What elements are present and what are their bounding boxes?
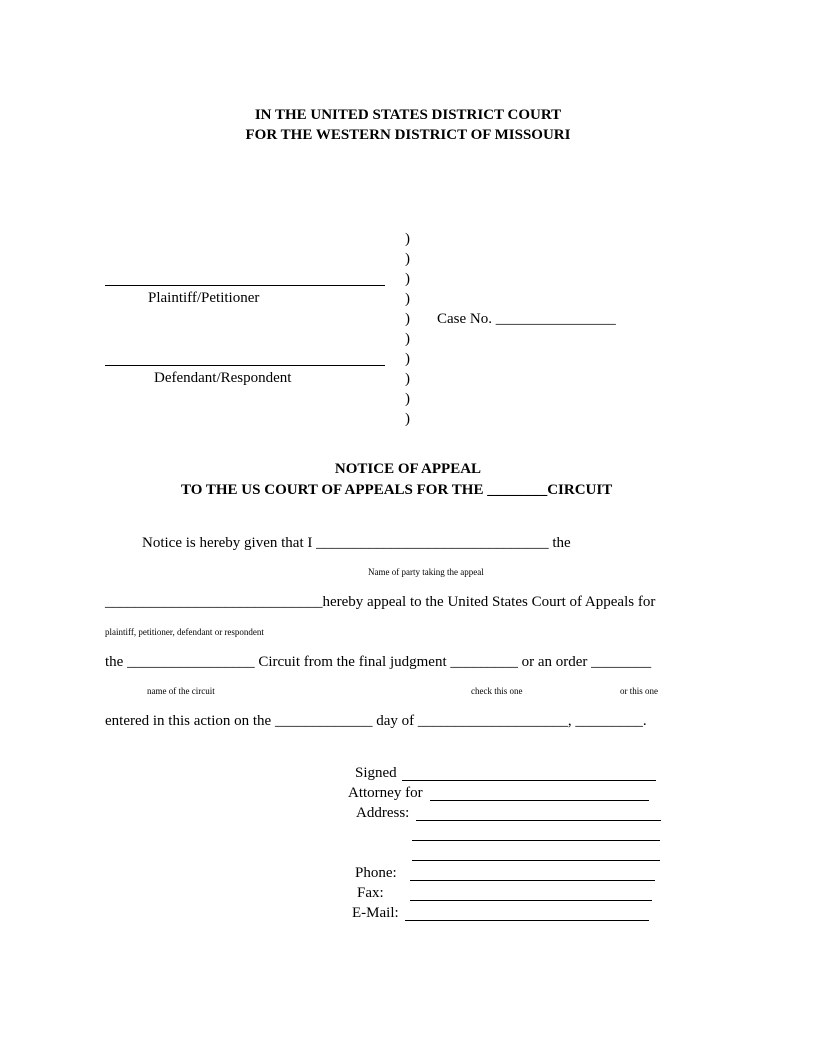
phone-label: Phone:	[355, 865, 397, 881]
defendant-name-line[interactable]	[105, 365, 385, 366]
caption-paren: )	[405, 391, 410, 407]
attorney-for-line[interactable]	[430, 800, 649, 801]
caption-paren: )	[405, 271, 410, 287]
address-label: Address:	[356, 805, 410, 821]
plaintiff-label: Plaintiff/Petitioner	[148, 290, 260, 306]
caption-paren: )	[405, 411, 410, 427]
address-line-2[interactable]	[412, 840, 660, 841]
fax-line[interactable]	[410, 900, 652, 901]
caption-paren: )	[405, 311, 410, 327]
notice-line-4[interactable]: entered in this action on the _____________ day of ____________________, _________.	[105, 713, 647, 729]
address-line-1[interactable]	[416, 820, 661, 821]
caption-circuit-name: name of the circuit	[147, 686, 215, 696]
court-district: FOR THE WESTERN DISTRICT OF MISSOURI	[245, 127, 571, 143]
defendant-label: Defendant/Respondent	[154, 370, 292, 386]
notice-line-3[interactable]: the _________________ Circuit from the final judgment _________ or an order ________	[105, 654, 652, 670]
notice-line-1[interactable]: Notice is hereby given that I _______________________________ the	[142, 535, 571, 551]
caption-check-judgment: check this one	[471, 686, 523, 696]
caption-paren: )	[405, 251, 410, 267]
notice-line-2[interactable]: _____________________________hereby appeal to the United States Court of Appeals for	[105, 594, 656, 610]
email-label: E-Mail:	[352, 905, 399, 921]
circuit-blank[interactable]: ________	[487, 482, 548, 498]
caption-paren: )	[405, 231, 410, 247]
phone-line[interactable]	[410, 880, 655, 881]
caption-paren: )	[405, 351, 410, 367]
notice-subtitle	[181, 483, 612, 498]
case-number-field[interactable]: Case No. ________________	[437, 311, 616, 327]
caption-party-type: plaintiff, petitioner, defendant or respondent	[105, 627, 264, 637]
signed-label: Signed	[355, 765, 397, 781]
signature-line[interactable]	[402, 780, 656, 781]
plaintiff-name-line[interactable]	[105, 285, 385, 286]
attorney-label: Attorney for	[348, 785, 423, 801]
caption-check-order: or this one	[620, 686, 658, 696]
notice-title: NOTICE OF APPEAL	[334, 461, 482, 477]
caption-party-name: Name of party taking the appeal	[368, 567, 484, 577]
subtitle-suffix: CIRCUIT	[547, 482, 613, 498]
caption-paren: )	[405, 371, 410, 387]
subtitle-prefix: TO THE US COURT OF APPEALS FOR THE	[181, 482, 488, 498]
email-line[interactable]	[405, 920, 649, 921]
caption-paren: )	[405, 291, 410, 307]
address-line-3[interactable]	[412, 860, 660, 861]
caption-paren: )	[405, 331, 410, 347]
court-name: IN THE UNITED STATES DISTRICT COURT	[254, 107, 562, 123]
fax-label: Fax:	[357, 885, 384, 901]
